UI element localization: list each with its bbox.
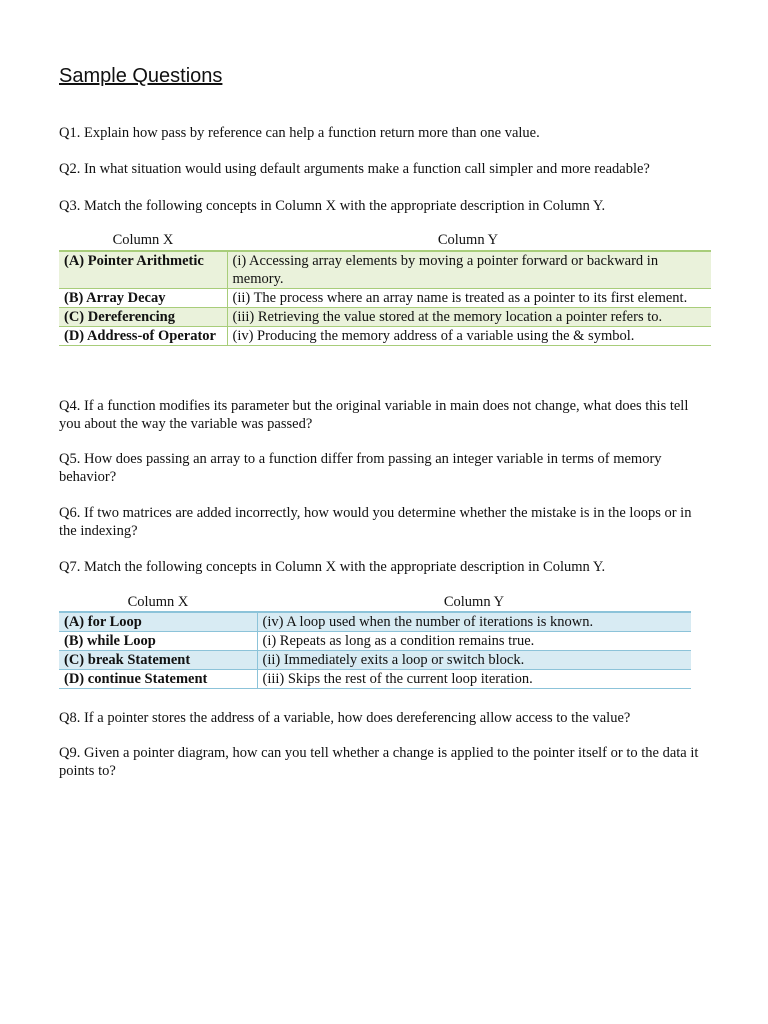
column-x-cell: (B) Array Decay	[59, 289, 227, 308]
table-row	[59, 251, 711, 289]
table-row	[59, 632, 691, 651]
column-y-cell: (ii) The process where an array name is treated as a pointer to its first element.	[227, 289, 711, 308]
question-2: Q2. In what situation would using default arguments make a function call simpler and more readable?	[59, 161, 650, 177]
table-row	[59, 308, 711, 327]
matching-table-1	[59, 250, 711, 346]
column-y-cell: (iv) A loop used when the number of iterations is known.	[257, 612, 691, 632]
column-x-cell: (D) continue Statement	[59, 670, 257, 689]
column-y-cell: (i) Repeats as long as a condition remains true.	[257, 632, 691, 651]
table-row	[59, 670, 691, 689]
page-title: Sample Questions	[59, 65, 223, 87]
table-row	[59, 327, 711, 346]
question-9: Q9. Given a pointer diagram, how can you tell whether a change is applied to the pointer itself or to the data it points to?	[59, 745, 699, 779]
column-y-cell: (iii) Retrieving the value stored at the memory location a pointer refers to.	[227, 308, 711, 327]
column-y-cell: (i) Accessing array elements by moving a pointer forward or backward in memory.	[227, 251, 711, 289]
column-x-cell: (B) while Loop	[59, 632, 257, 651]
column-y-cell: (iv) Producing the memory address of a variable using the & symbol.	[227, 327, 711, 346]
table-row	[59, 651, 691, 670]
question-8: Q8. If a pointer stores the address of a variable, how does dereferencing allow access to the value?	[59, 710, 631, 726]
question-1: Q1. Explain how pass by reference can help a function return more than one value.	[59, 125, 540, 141]
table-row	[59, 612, 691, 632]
question-6: Q6. If two matrices are added incorrectly, how would you determine whether the mistake is in the loops or in the indexing?	[59, 505, 692, 539]
column-x-cell: (C) break Statement	[59, 651, 257, 670]
column-x-cell: (C) Dereferencing	[59, 308, 227, 327]
question-3: Q3. Match the following concepts in Column X with the appropriate description in Column Y.	[59, 198, 606, 214]
column-y-cell: (ii) Immediately exits a loop or switch block.	[257, 651, 691, 670]
table-row	[59, 289, 711, 308]
table2-column-x-header: Column X	[127, 594, 189, 610]
column-y-cell: (iii) Skips the rest of the current loop iteration.	[257, 670, 691, 689]
table1-column-y-header: Column Y	[437, 232, 499, 248]
question-5: Q5. How does passing an array to a function differ from passing an integer variable in terms of memory behavior?	[59, 451, 662, 485]
table2-column-y-header: Column Y	[443, 594, 505, 610]
question-7: Q7. Match the following concepts in Column X with the appropriate description in Column Y.	[59, 559, 606, 575]
column-x-cell: (A) Pointer Arithmetic	[59, 251, 227, 289]
matching-table-2	[59, 611, 691, 689]
question-4: Q4. If a function modifies its parameter but the original variable in main does not change, what does this tell you about the way the variable was passed?	[59, 398, 689, 432]
table1-column-x-header: Column X	[112, 232, 174, 248]
column-x-cell: (A) for Loop	[59, 612, 257, 632]
column-x-cell: (D) Address-of Operator	[59, 327, 227, 346]
